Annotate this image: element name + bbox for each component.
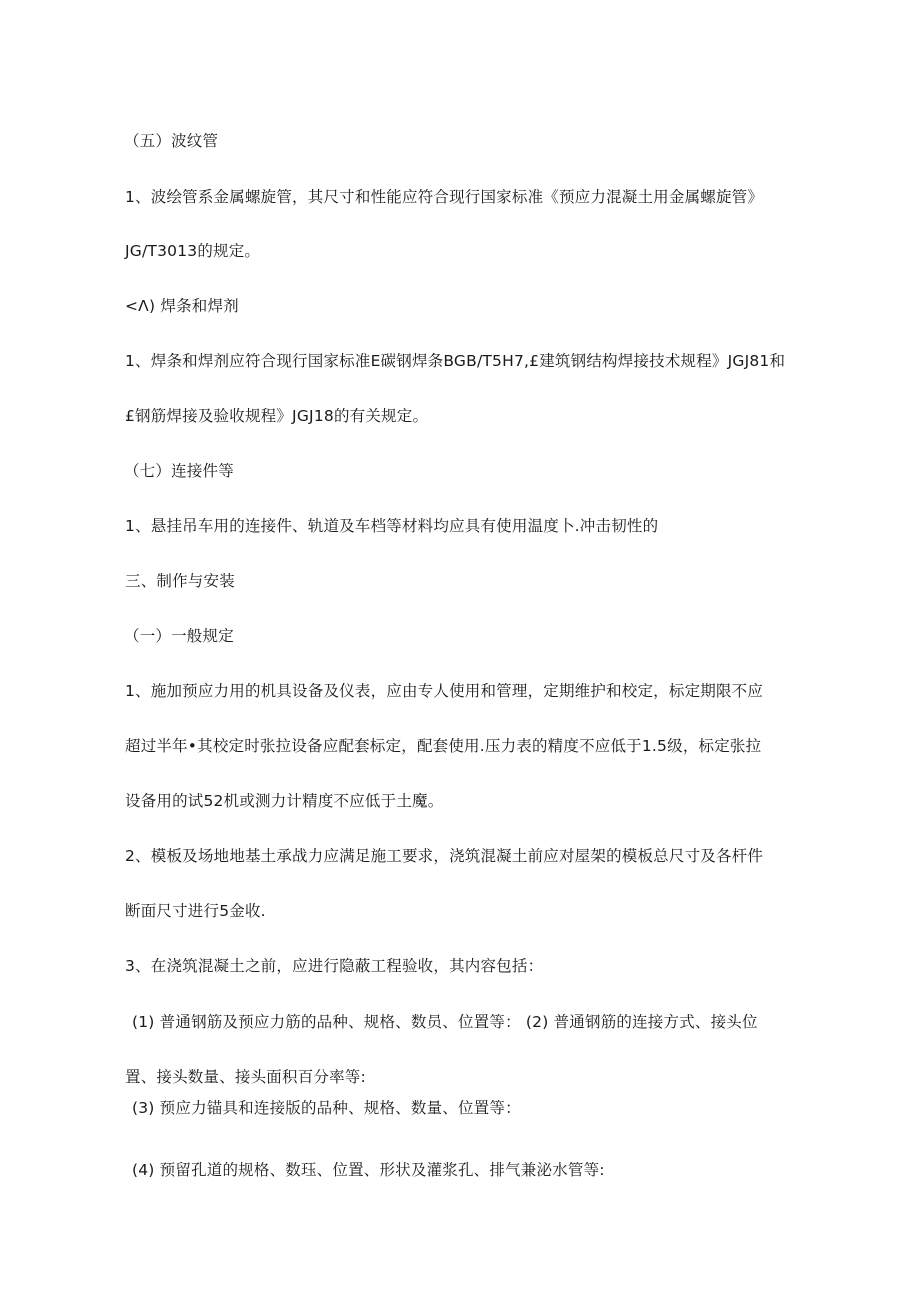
paragraph-line: 1、施加预应力用的机具设备及仪表，应由专人使用和管理，定期维护和校定，标定期限不应 bbox=[125, 682, 764, 700]
section-heading-general: （一）一般规定 bbox=[124, 627, 234, 645]
section-heading-connectors: （七）连接件等 bbox=[124, 462, 234, 480]
list-item-continuation: 置、接头数量、接头面积百分率等: bbox=[125, 1068, 366, 1086]
paragraph-line: 断面尺寸进行5金收. bbox=[125, 902, 266, 920]
paragraph-line: £钢筋焊接及验收规程》JGJ18的有关规定。 bbox=[125, 407, 429, 425]
list-item: (1) 普通钢筋及预应力筋的品种、规格、数员、位置等： (2) 普通钢筋的连接方式、接头位 bbox=[132, 1013, 758, 1031]
paragraph-line: 设备用的试52机或测力计精度不应低于土魔。 bbox=[125, 792, 444, 810]
paragraph-line: 1、悬挂吊车用的连接件、轨道及车档等材料均应具有使用温度卜.冲击韧性的 bbox=[125, 517, 659, 535]
paragraph-line: 2、模板及场地地基土承战力应满足施工要求，浇筑混凝土前应对屋架的模板总尺寸及各杆件 bbox=[125, 847, 764, 865]
chapter-heading-fabrication: 三、制作与安装 bbox=[125, 572, 235, 590]
list-item: (3) 预应力锚具和连接版的品种、规格、数量、位置等： bbox=[132, 1099, 521, 1117]
section-heading-welding: <Λ) 焊条和焊剂 bbox=[125, 297, 239, 315]
paragraph-line: 3、在浇筑混凝土之前，应进行隐蔽工程验收，其内容包括： bbox=[125, 957, 544, 975]
list-item: (4) 预留孔道的规格、数珏、位置、形状及灌浆孔、排气兼泌水管等: bbox=[132, 1161, 605, 1179]
paragraph-line: 超过半年•其校定时张拉设备应配套标定，配套使用.压力表的精度不应低于1.5级，标定张拉 bbox=[125, 737, 762, 755]
paragraph-line: JG/T3013的规定。 bbox=[125, 242, 261, 260]
paragraph-line: 1、焊条和焊剂应符合现行国家标准E碳钢焊条BGB/T5H7,£建筑钢结构焊接技术规程》JGJ81和 bbox=[125, 352, 786, 370]
section-heading-corrugated-pipe: （五）波纹管 bbox=[124, 132, 219, 150]
paragraph-line: 1、波绘管系金属螺旋管，其尺寸和性能应符合现行国家标准《预应力混凝土用金属螺旋管》 bbox=[125, 188, 764, 206]
